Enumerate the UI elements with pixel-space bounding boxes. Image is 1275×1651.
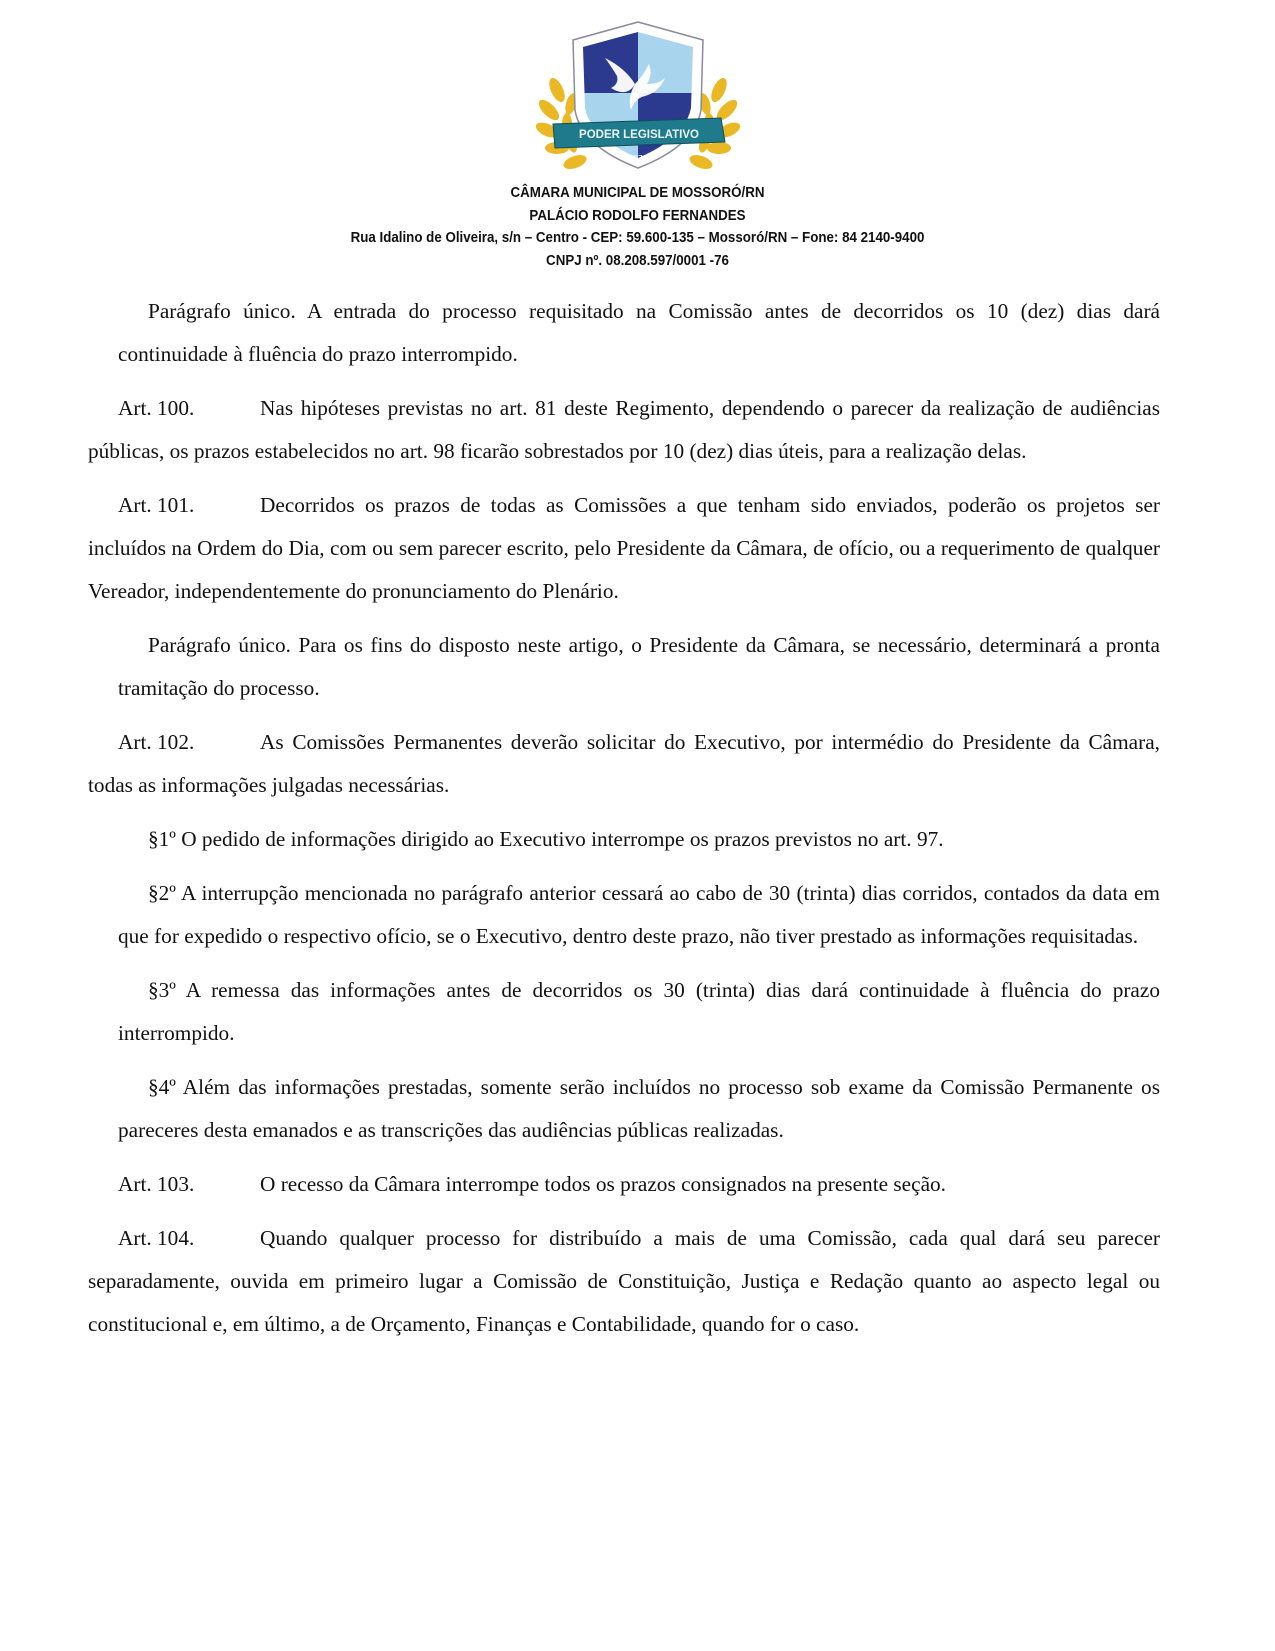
paragraph-sole-art99: Parágrafo único. A entrada do processo requisitado na Comissão antes de decorridos os 10 (dez) dias dará continuidade à fluência do prazo interrompido.: [118, 299, 1160, 366]
article-100: [88, 387, 1160, 473]
article-101: [88, 484, 1160, 613]
document-body: [88, 290, 1160, 1357]
paragraph-2: §2º A interrupção mencionada no parágrafo anterior cessará ao cabo de 30 (trinta) dias corridos, contados da data em que for expedido o respectivo ofício, se o Executivo, dentro deste prazo, não tiver prestado as informações requisitadas.: [118, 881, 1160, 948]
article-text: As Comissões Permanentes deverão solicitar do Executivo, por intermédio do Presidente da Câmara, todas as informações julgadas necessárias.: [88, 730, 1160, 797]
paragraph-3: §3º A remessa das informações antes de decorridos os 30 (trinta) dias dará continuidade à fluência do prazo interrompido.: [118, 978, 1160, 1045]
article-number: Art. 101.: [118, 493, 195, 517]
article-number: Art. 104.: [118, 1226, 195, 1250]
camara-logo-seal: [535, 18, 741, 176]
letterhead: [51, 182, 1224, 272]
article-text: Decorridos os prazos de todas as Comissões a que tenham sido enviados, poderão os projetos ser incluídos na Ordem do Dia, com ou sem parecer escrito, pelo Presidente da Câmara, de ofício, ou a requerimento de qualquer Vereador, independentemente do pronunciamento do Plenário.: [88, 493, 1160, 603]
paragraph-4: §4º Além das informações prestadas, somente serão incluídos no processo sob exame da Comissão Permanente os pareceres desta emanados e as transcrições das audiências públicas realizadas.: [118, 1075, 1160, 1142]
paragraph-1: §1º O pedido de informações dirigido ao Executivo interrompe os prazos previstos no art. 97.: [148, 827, 944, 851]
institution-name: CÂMARA MUNICIPAL DE MOSSORÓ/RN: [510, 185, 765, 201]
article-102: [88, 721, 1160, 807]
year-text: 1870: [629, 154, 647, 163]
article-104: [88, 1217, 1160, 1346]
cnpj-line: CNPJ nº. 08.208.597/0001 -76: [546, 252, 729, 269]
palace-name: PALÁCIO RODOLFO FERNANDES: [529, 207, 746, 224]
article-number: Art. 103.: [118, 1172, 195, 1196]
article-text: O recesso da Câmara interrompe todos os prazos consignados na presente seção.: [260, 1172, 947, 1196]
banner-text: PODER LEGISLATIVO: [579, 129, 699, 141]
article-text: Nas hipóteses previstas no art. 81 deste Regimento, dependendo o parecer da realização de audiências públicas, os prazos estabelecidos no art. 98 ficarão sobrestados por 10 (dez) dias úteis, para a realização delas.: [88, 396, 1160, 463]
paragraph-sole-art101: Parágrafo único. Para os fins do disposto neste artigo, o Presidente da Câmara, se necessário, determinará a pronta tramitação do processo.: [118, 633, 1160, 700]
article-number: Art. 102.: [118, 730, 195, 754]
article-text: Quando qualquer processo for distribuído a mais de uma Comissão, cada qual dará seu parecer separadamente, ouvida em primeiro lugar a Comissão de Constituição, Justiça e Redação quanto ao aspecto legal ou constitucional e, em último, a de Orçamento, Finanças e Contabilidade, quando for o caso.: [88, 1226, 1160, 1336]
address-line: Rua Idalino de Oliveira, s/n – Centro - CEP: 59.600-135 – Mossoró/RN – Fone: 84 2140-9400: [350, 230, 925, 246]
article-103: [88, 1163, 1160, 1206]
article-number: Art. 100.: [118, 396, 195, 420]
